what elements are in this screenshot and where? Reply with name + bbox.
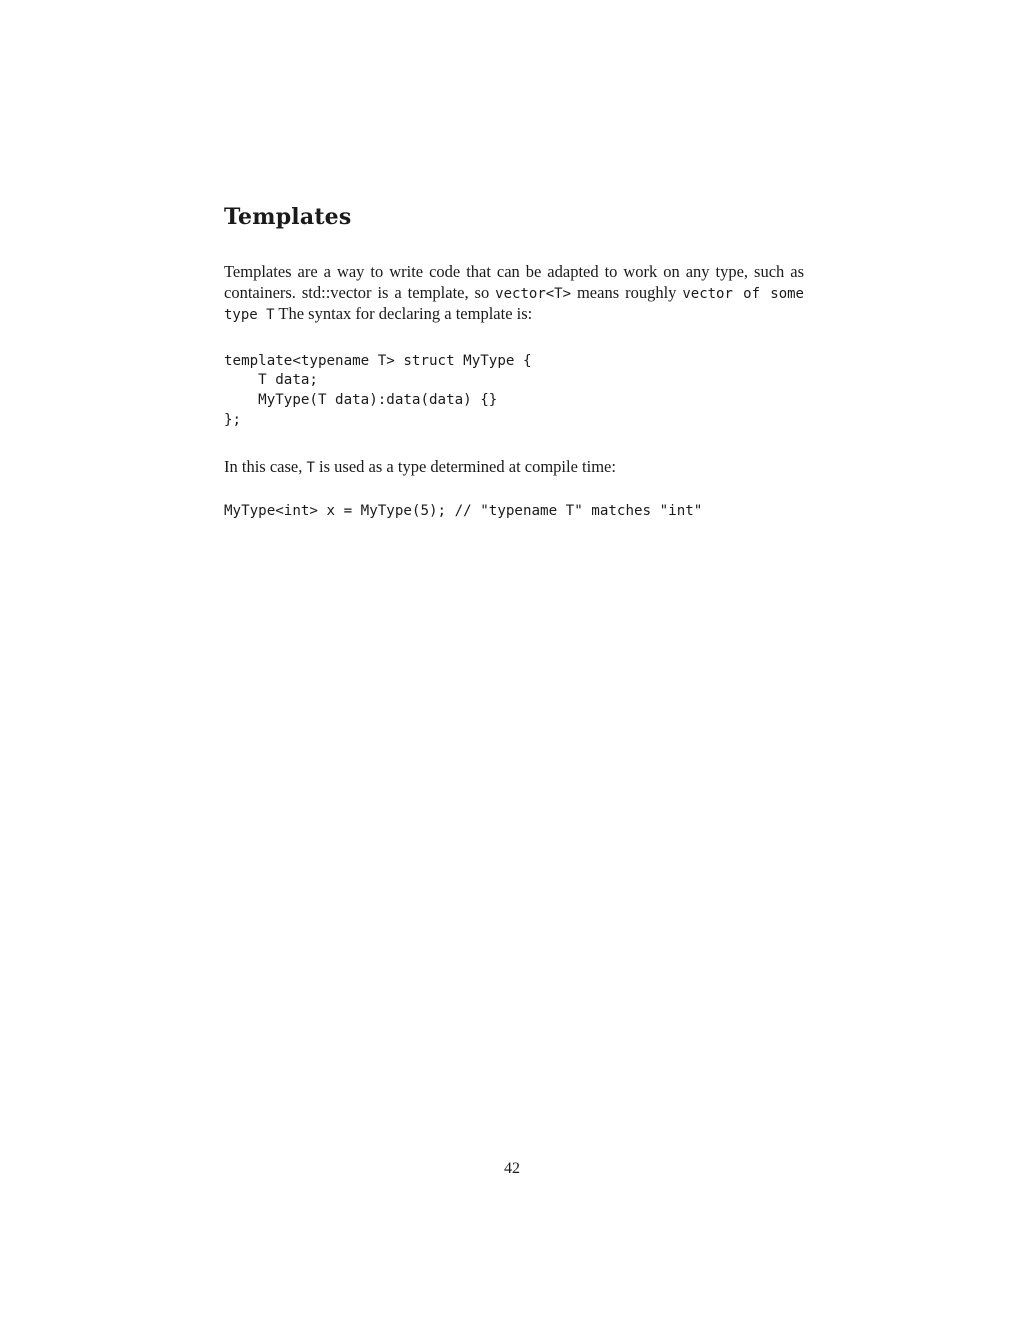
page-number: 42 xyxy=(504,1160,520,1177)
code-line: T data; xyxy=(224,372,318,389)
followup-text-1: In this case, xyxy=(224,456,307,476)
code-line: template<typename T> struct MyType { xyxy=(224,352,532,369)
intro-text-1: Templates are a way to write code that can be adapted to work on any type, such as containers. std::vector is a template, so xyxy=(224,262,804,302)
inline-code-vector-t: vector<T> xyxy=(495,285,572,302)
example-code-block xyxy=(224,502,804,522)
intro-text-2: means roughly xyxy=(571,282,683,302)
followup-text-2: is used as a type determined at compile time: xyxy=(314,456,616,476)
code-line: MyType(T data):data(data) {} xyxy=(224,392,498,409)
inline-code-vector-of-some-type: vector of some type T xyxy=(224,285,804,323)
intro-paragraph xyxy=(224,262,804,326)
followup-paragraph xyxy=(224,457,804,479)
example-code-line: MyType<int> x = MyType(5); // "typename T" matches "int" xyxy=(224,503,703,520)
code-line: }; xyxy=(224,411,242,428)
template-code-block xyxy=(224,352,804,431)
page-content xyxy=(224,200,804,522)
intro-text-3: The syntax for declaring a template is: xyxy=(274,304,533,323)
inline-code-t: T xyxy=(306,459,315,476)
section-title: Templates xyxy=(224,204,352,230)
